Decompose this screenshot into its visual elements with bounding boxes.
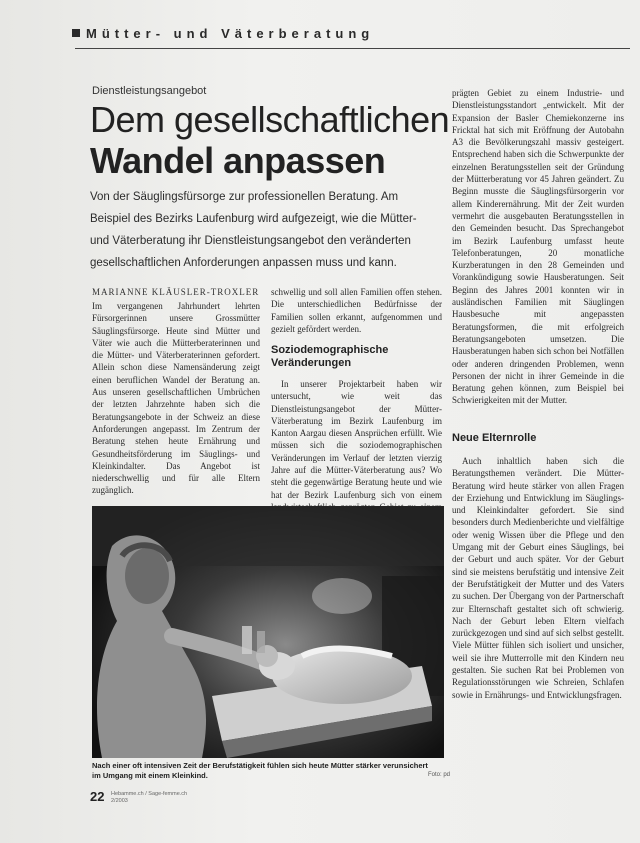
footer-magazine-issue: 2/2003 [111,798,128,804]
subheading-sociodemographic: Soziodemographische Veränderungen [271,344,389,369]
page-number: 22 [90,789,105,804]
body-paragraph: In unserer Projektarbeit haben wir untersucht, wie weit das Dienstleistungsangebot der Mütter-Väterberatung im Bezirk Laufenburg im Kanton Aargau diesen Ansprüchen erfüllt. Wie müssen sich die soziodemographischen Veränderungen im Verlauf der letzten vierzig Jahre auf die Mütter-Väterberatung aus? Wo steht die gegenwärtige Beratung heute und wie hat der Bezirk Laufenburg sich von einem [271,379,442,500]
header-rule [75,48,630,49]
photo-credit: Foto: pd [428,772,451,778]
photo-illustration [92,506,444,758]
square-bullet-icon [72,29,80,37]
body-paragraph: prägten Gebiet zu einem Industrie- und Dienstleistungsstandort „entwickelt. Mit der Expansion der Basler Chemiekonzerne ins Fricktal hat sich mit Eröffnung der Autobahn A3 die Bevölkerungszahl massiv gesteigert. Entsprechend haben sich die Schwerpunkte der einzelnen Beratungsstellen seit der Gründung der Mütterberatung vor 45 Jahren geändert. Zu Beginn musste die Säuglingsfürsorgerin vor allem Kinderernährung. Mit der Zeit wurden vermehrt die ausgebauten Beratungsstellen in den Gemeinden besucht. Das Sprechangebot im Bezirk Laufenburg umfasst heute Telefonberatungen, 20 monatliche Kurzberatungen in den 28 Gemeinden und Vorankündigung sowie Hausberatungen. Seit Beginn des Jahres 2001 konnten wir in ausländischen Familien mit Säuglingen Hausbesuche mit angepassten Beratungsformen, die mit erfolgreich Beratungsangeboten umsetzen. Die Hausberatungen haben sich schon bei Notfällen oder anderen dringenden Problemen, wenn Personen der nicht in ihrer Gemeinde in die Beratung gehen können, zum Beispiel bei Schwierigkeiten mit der Mutter. [452,88,624,406]
text-column-2 [271,286,442,500]
body-paragraph: Auch inhaltlich haben sich die Beratungsthemen verändert. Die Mütter-Beratung wird heute stärker von allen Fragen der Erziehung und Entwicklung im Säuglings- und Kleinkindalter gefordert. Sie sind besonders durch Medienberichte und vielfältige oder wenig Wissen über die Pflege und den Umgang mit der Geburt eines Säuglings, bei der Geburt und auch später. Vor der Geburt sind sie meistens berufstätig und intensive Zeit der Berufstätigkeit der Mutter und des Vaters zu suchen. Der Übergang von der Partnerschaft zur Elternschaft gestaltet sich oft schwierig. Nach der Geburt leben Eltern vielfach zurückgezogen und sind auf sich selbst gestellt. Viele Mütter fühlen sich isoliert und unsicher, weil sie ihre Mutterrolle mit den Kindern neu gestalten. Sie suchen Rat bei Problemen von Regulationsstörungen wie Schreien, Schlafen sowie in Ernährungs- und Entwicklungsfragen. [452,456,624,700]
article-author: MARIANNE KLÄUSLER-TROXLER [92,287,260,297]
article-title-line2: Wandel anpassen [90,140,386,181]
text-column-3 [452,87,624,775]
body-paragraph: schwellig und soll allen Familien offen stehen. Die unterschiedlichen Bedürfnisse der Familien sollen erkannt, aufgenommen und gezielt gefördert werden. [271,287,442,334]
section-header [72,26,374,41]
photo-caption: Nach einer oft intensiven Zeit der Berufstätigkeit fühlen sich heute Mütter stärker verunsichert im Umgang mit einem Kleinkind. [92,761,428,780]
footer-magazine-info [111,791,187,805]
text-column-1 [92,300,260,495]
article-kicker: Dienstleistungsangebot [92,85,207,97]
article-title-line1: Dem gesellschaftlichen [90,99,450,140]
section-title: Mütter- und Väterberatung [86,26,375,41]
article-lead: Von der Säuglingsfürsorge zur professionellen Beratung. Am Beispiel des Bezirks Laufenburg wird aufgezeigt, wie die Mütter- und Väterberatung ihr Dienstleistungsangebot den veränderten gesellschaftlichen Anforderungen anpassen muss und kann. [90,191,417,269]
article-photo [92,506,444,758]
footer-magazine-name: Hebamme.ch / Sage-femme.ch [111,791,188,797]
body-paragraph: Im vergangenen Jahrhundert lehrten Fürsorgerinnen unsere Grossmütter Säuglingsfürsorge. Heute sind Mütter und Väter wie auch die Mütterberaterinnen und die Mütter- und Väterberaterinnen gefordert. Allein schon diese Namensänderung zeigt einen beruflichen Wandel der Beratung an. Aus unseren gesellschaftlichen Umbrüchen der letzten Jahrzehnte haben sich die Beratungsangebote in der Schweiz an diese Anforderungen angepasst. Im Zentrum der Beratung stehen heute Ernährung und Gesundheitsförderung im Säuglings- und Kleinkindalter. Das Angebot ist niederschwellig und für alle Eltern zugänglich. [92,301,260,496]
subheading-new-parent-role: Neue Elternrolle [452,432,537,444]
